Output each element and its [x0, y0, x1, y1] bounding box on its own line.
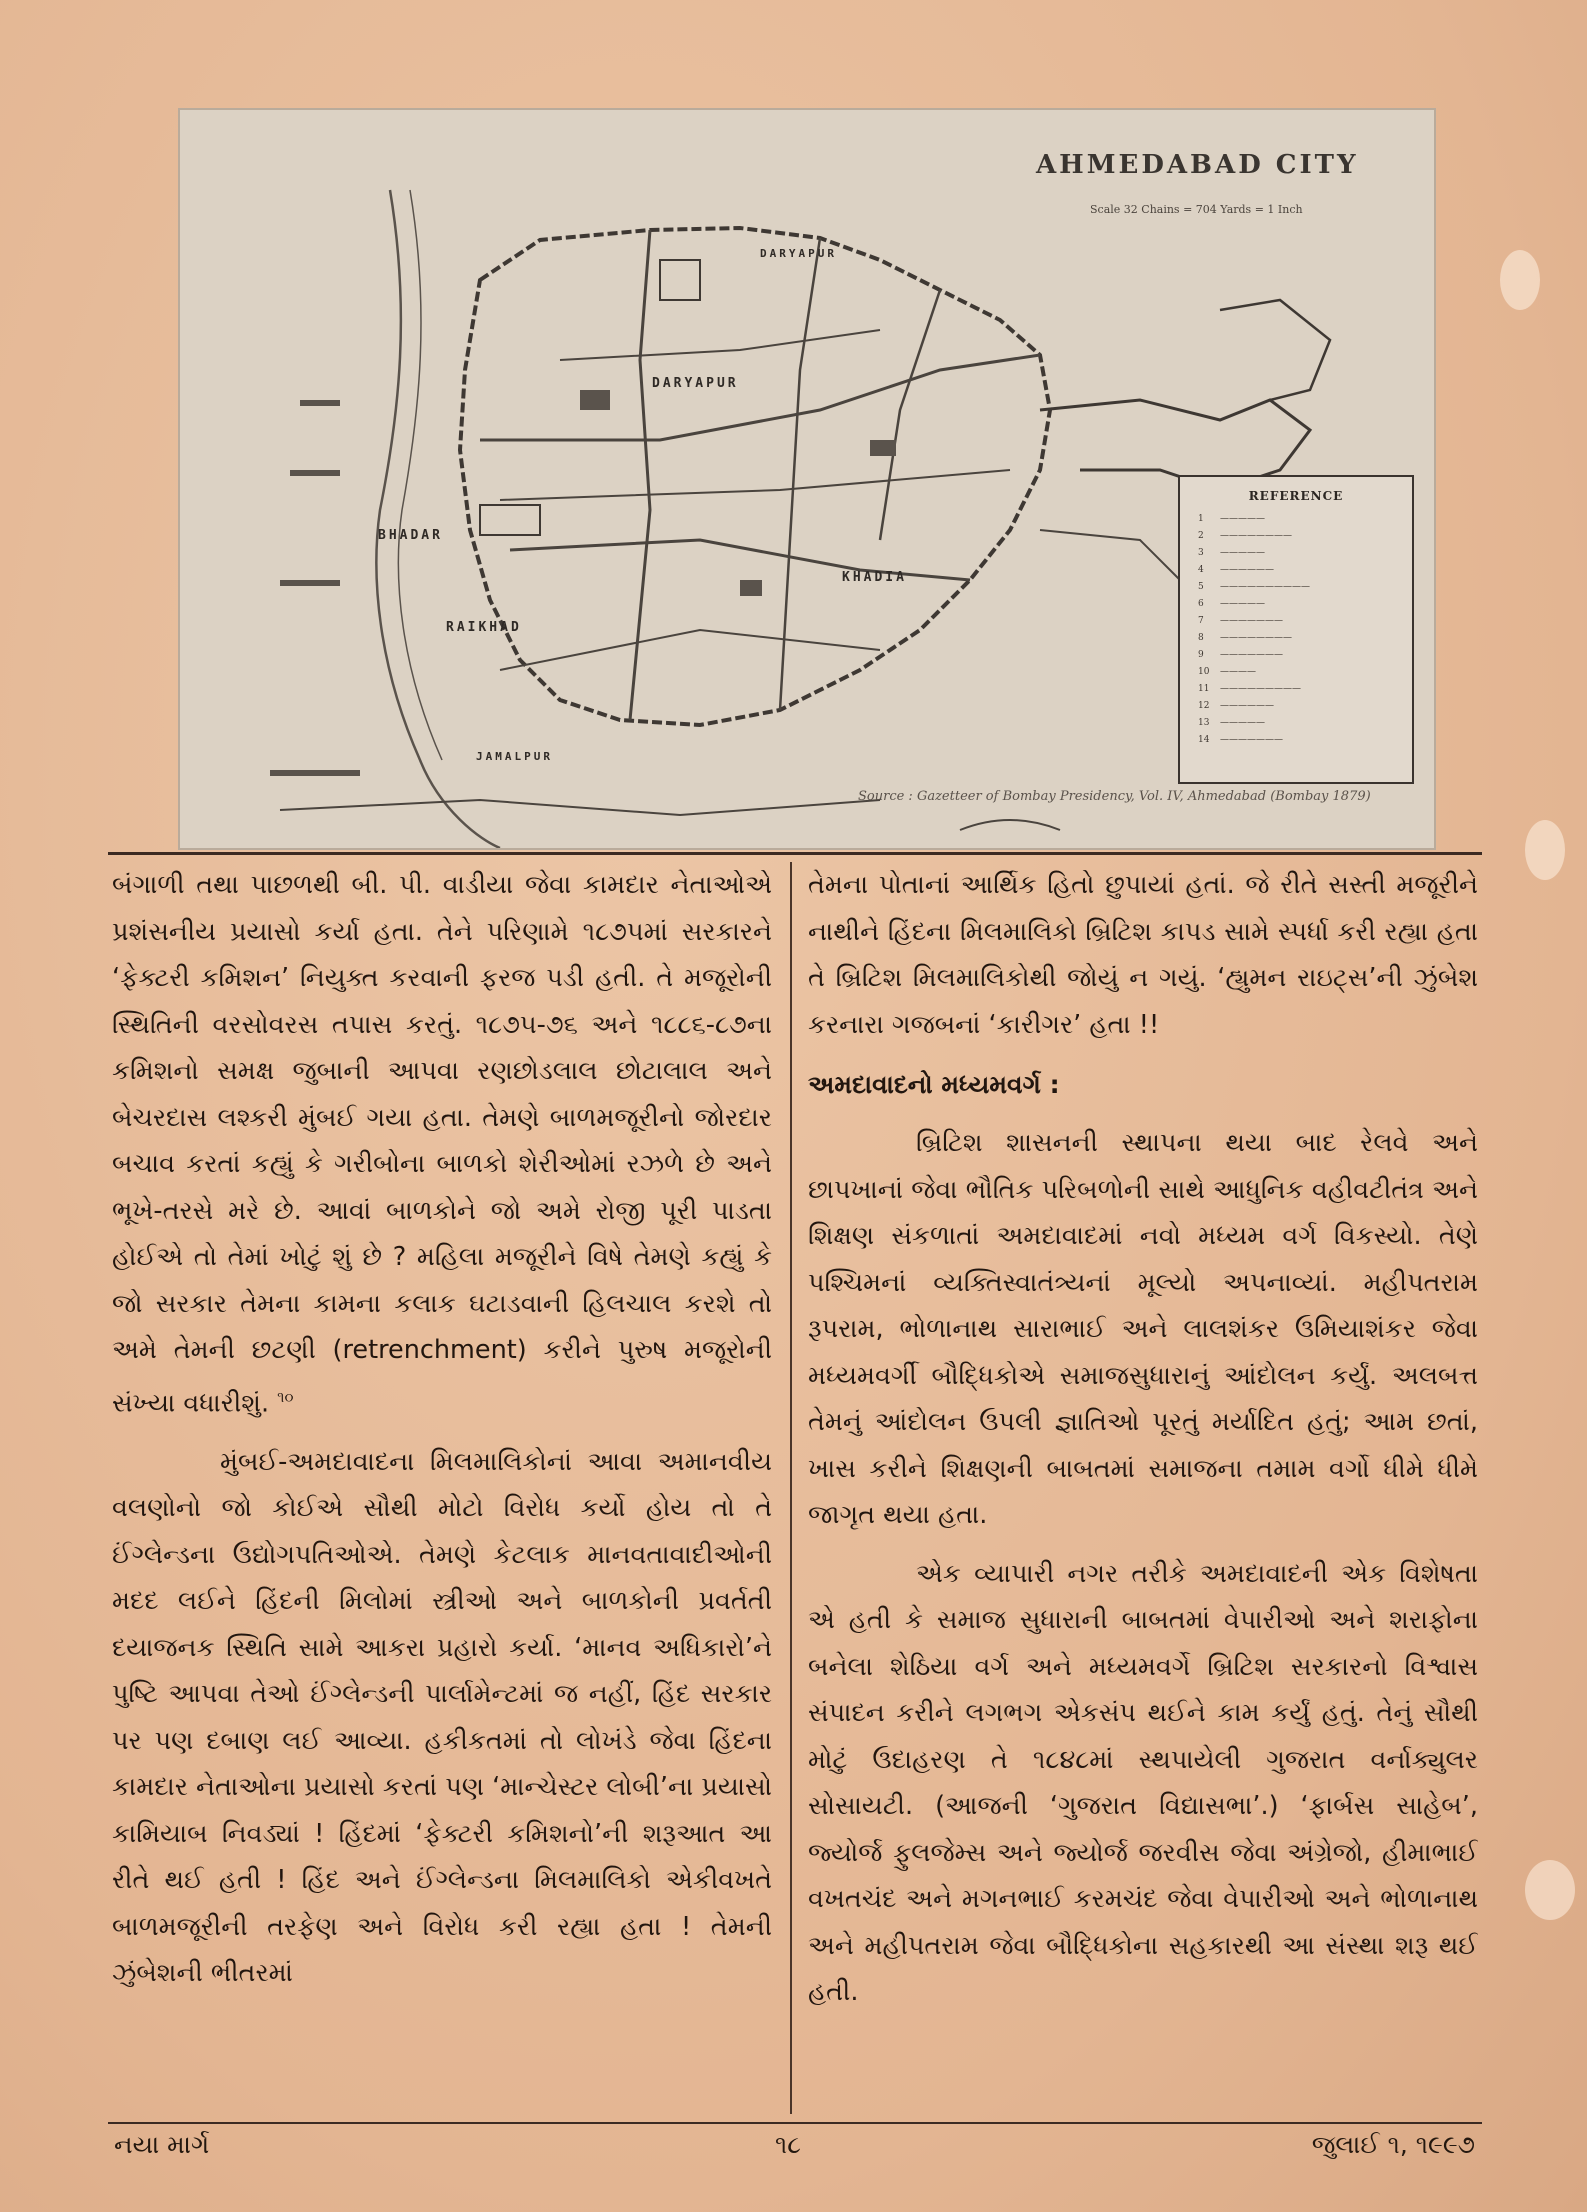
legend-item: 8 ———————— [1198, 633, 1292, 643]
bottom-divider [108, 2122, 1482, 2124]
footer-date: જુલાઈ ૧, ૧૯૯૭ [1311, 2130, 1475, 2159]
legend-item: 13 ————— [1198, 718, 1265, 728]
legend-item: 3 ————— [1198, 548, 1265, 558]
legend-item: 14 ——————— [1198, 735, 1283, 745]
map-scale: Scale 32 Chains = 704 Yards = 1 Inch [1090, 203, 1303, 216]
legend-item: 2 ———————— [1198, 531, 1292, 541]
legend-item: 10 ———— [1198, 667, 1256, 677]
left-paragraph-1: બંગાળી તથા પાછળથી બી. પી. વાડીયા જેવા કામદાર નેતાઓએ પ્રશંસનીય પ્રયાસો કર્યા હતા. તેને પરિણામે ૧૮૭૫માં સરકારને ‘ફેક્ટરી કમિશન’ નિયુક્ત કરવાની ફરજ પડી હતી. તે મજૂરોની સ્થિતિની વરસોવરસ તપાસ કરતું. ૧૮૭૫-૭૬ અને ૧૮૮૬-૮૭ના કમિશનો સમક્ષ જુબાની આપવા રણછોડલાલ છોટાલાલ અને બેચરદાસ લશ્કરી મુંબઈ ગયા હતા. તેમણે બાળમજૂરીનો જોરદાર બચાવ કરતાં કહ્યું કે ગરીબોના બાળકો શેરીઓમાં રઝળે છે અને ભૂખે-તરસે મરે છે. આવાં બાળકોને જો અમે રોજી પૂરી પાડતા હોઈએ તો તેમાં ખોટું શું છે ? મહિલા મજૂરીને વિષે તેમણે કહ્યું કે જો સરકાર તેમના કામના કલાક ઘટાડવાની હિલચાલ કરશે તો અમે તેમની છટણી (retrenchment) કરીને પુરુષ મજૂરોની સંખ્યા વધારીશું. $^{૧૦}$ [112, 870, 772, 1418]
top-divider [108, 852, 1482, 855]
paper-stain [1500, 250, 1540, 310]
legend-item: 12 —————— [1198, 701, 1274, 711]
right-paragraph-2: બ્રિટિશ શાસનની સ્થાપના થયા બાદ રેલવે અને છાપખાનાં જેવા ભૌતિક પરિબળોની સાથે આધુનિક વહીવટીતંત્ર અને શિક્ષણ સંકળાતાં અમદાવાદમાં નવો મધ્યમ વર્ગ વિકસ્યો. તેણે પશ્ચિમનાં વ્યક્તિસ્વાતંત્ર્યનાં મૂલ્યો અપનાવ્યાં. મહીપતરામ રૂપરામ, ભોળાનાથ સારાભાઈ અને લાલશંકર ઉમિયાશંકર જેવા મધ્યમવર્ગી બૌદ્ધિકોએ સમાજસુધારાનું આંદોલન કર્યું. અલબત્ત તેમનું આંદોલન ઉપલી જ્ઞાતિઓ પૂરતું મર્યાદિત હતું; આમ છતાં, ખાસ કરીને શિક્ષણની બાબતમાં સમાજના તમામ વર્ગો ધીમે ધીમે જાગૃત થયા હતા. [808, 1128, 1478, 1530]
legend-list [1198, 511, 1412, 749]
map-label-raikhad: RAIKHAD [446, 620, 522, 635]
right-paragraph-1: તેમના પોતાનાં આર્થિક હિતો છુપાયાં હતાં. જે રીતે સસ્તી મજૂરીને નાથીને હિંદના મિલમાલિકો બ્રિટિશ કાપડ સામે સ્પર્ધા કરી રહ્યા હતા તે બ્રિટિશ મિલમાલિકોથી જોયું ન ગયું. ‘હ્યુમન રાઇટ્સ’ની ઝુંબેશ કરનારા ગજબનાં ‘કારીગર’ હતા !! [808, 870, 1478, 1040]
footer-magazine-name: નયા માર્ગ [114, 2130, 210, 2159]
map-label-khadia: KHADIA [842, 570, 907, 585]
legend-item: 5 —————————— [1198, 582, 1310, 592]
footnote-marker: ૧૦ [277, 1387, 294, 1406]
map-title: AHMEDABAD CITY [1036, 150, 1359, 180]
legend-item: 11 ————————— [1198, 684, 1301, 694]
column-divider [790, 862, 792, 2114]
map-label-bhadar: BHADAR [378, 528, 443, 543]
footer-page-number: ૧૮ [775, 2130, 802, 2159]
legend-item: 1 ————— [1198, 514, 1265, 524]
legend-item: 7 ——————— [1198, 616, 1283, 626]
left-paragraph-2: મુંબઈ-અમદાવાદના મિલમાલિકોનાં આવા અમાનવીય વલણોનો જો કોઈએ સૌથી મોટો વિરોધ કર્યો હોય તો તે ઈંગ્લેન્ડના ઉદ્યોગપતિઓએ. તેમણે કેટલાક માનવતાવાદીઓની મદદ લઈને હિંદની મિલોમાં સ્ત્રીઓ અને બાળકોની પ્રવર્તતી દયાજનક સ્થિતિ સામે આકરા પ્રહારો કર્યા. ‘માનવ અધિકારો’ને પુષ્ટિ આપવા તેઓ ઈંગ્લેન્ડની પાર્લામેન્ટમાં જ નહીં, હિંદ સરકાર પર પણ દબાણ લઈ આવ્યા. હકીકતમાં તો લોખંડે જેવા હિંદના કામદાર નેતાઓના પ્રયાસો કરતાં પણ ‘માન્ચેસ્ટર લોબી’ના પ્રયાસો કામિયાબ નિવડ્યાં ! હિંદમાં ‘ફેક્ટરી કમિશનો’ની શરૂઆત આ રીતે થઈ હતી ! હિંદ અને ઈંગ્લેન્ડના મિલમાલિકો એકીવખતે બાળમજૂરીની તરફેણ અને વિરોધ કરી રહ્યા હતા ! તેમની ઝુંબેશની ભીતરમાં [112, 1446, 772, 1988]
paper-stain [1525, 1860, 1575, 1920]
map-label-jamalpur: JAMALPUR [476, 750, 553, 763]
legend-item: 4 —————— [1198, 565, 1274, 575]
left-column [112, 862, 772, 2117]
legend-title: REFERENCE [1248, 489, 1344, 503]
right-paragraph-3: એક વ્યાપારી નગર તરીકે અમદાવાદની એક વિશેષતા એ હતી કે સમાજ સુધારાની બાબતમાં વેપારીઓ અને શરાફોના બનેલા શેઠિયા વર્ગ અને મધ્યમવર્ગે બ્રિટિશ સરકારનો વિશ્વાસ સંપાદન કરીને લગભગ એકસંપ થઈને કામ કર્યું હતું. તેનું સૌથી મોટું ઉદાહરણ તે ૧૮૪૮માં સ્થપાયેલી ગુજરાત વર્નાક્યુલર સોસાયટી. (આજની ‘ગુજરાત વિદ્યાસભા’.) ‘ફાર્બસ સાહેબ’, જ્યોર્જ ફુલજેમ્સ અને જ્યોર્જ જરવીસ જેવા અંગ્રેજો, હીમાભાઈ વખતચંદ અને મગનભાઈ કરમચંદ જેવા વેપારીઓ અને ભોળાનાથ અને મહીપતરામ જેવા બૌદ્ધિકોના સહકારથી આ સંસ્થા શરૂ થઈ હતી. [808, 1558, 1478, 2007]
section-heading: અમદાવાદનો મધ્યમવર્ગ : [808, 1070, 1060, 1099]
map-legend [1178, 475, 1414, 784]
paper-stain [1525, 820, 1565, 880]
map-source: Source : Gazetteer of Bombay Presidency, Vol. IV, Ahmedabad (Bombay 1879) [858, 789, 1371, 804]
map-label-daryapur: DARYAPUR [652, 376, 739, 391]
legend-item: 6 ————— [1198, 599, 1265, 609]
right-column [808, 862, 1478, 2117]
legend-item: 9 ——————— [1198, 650, 1283, 660]
map-label-daryapur-north: DARYAPUR [760, 247, 837, 260]
